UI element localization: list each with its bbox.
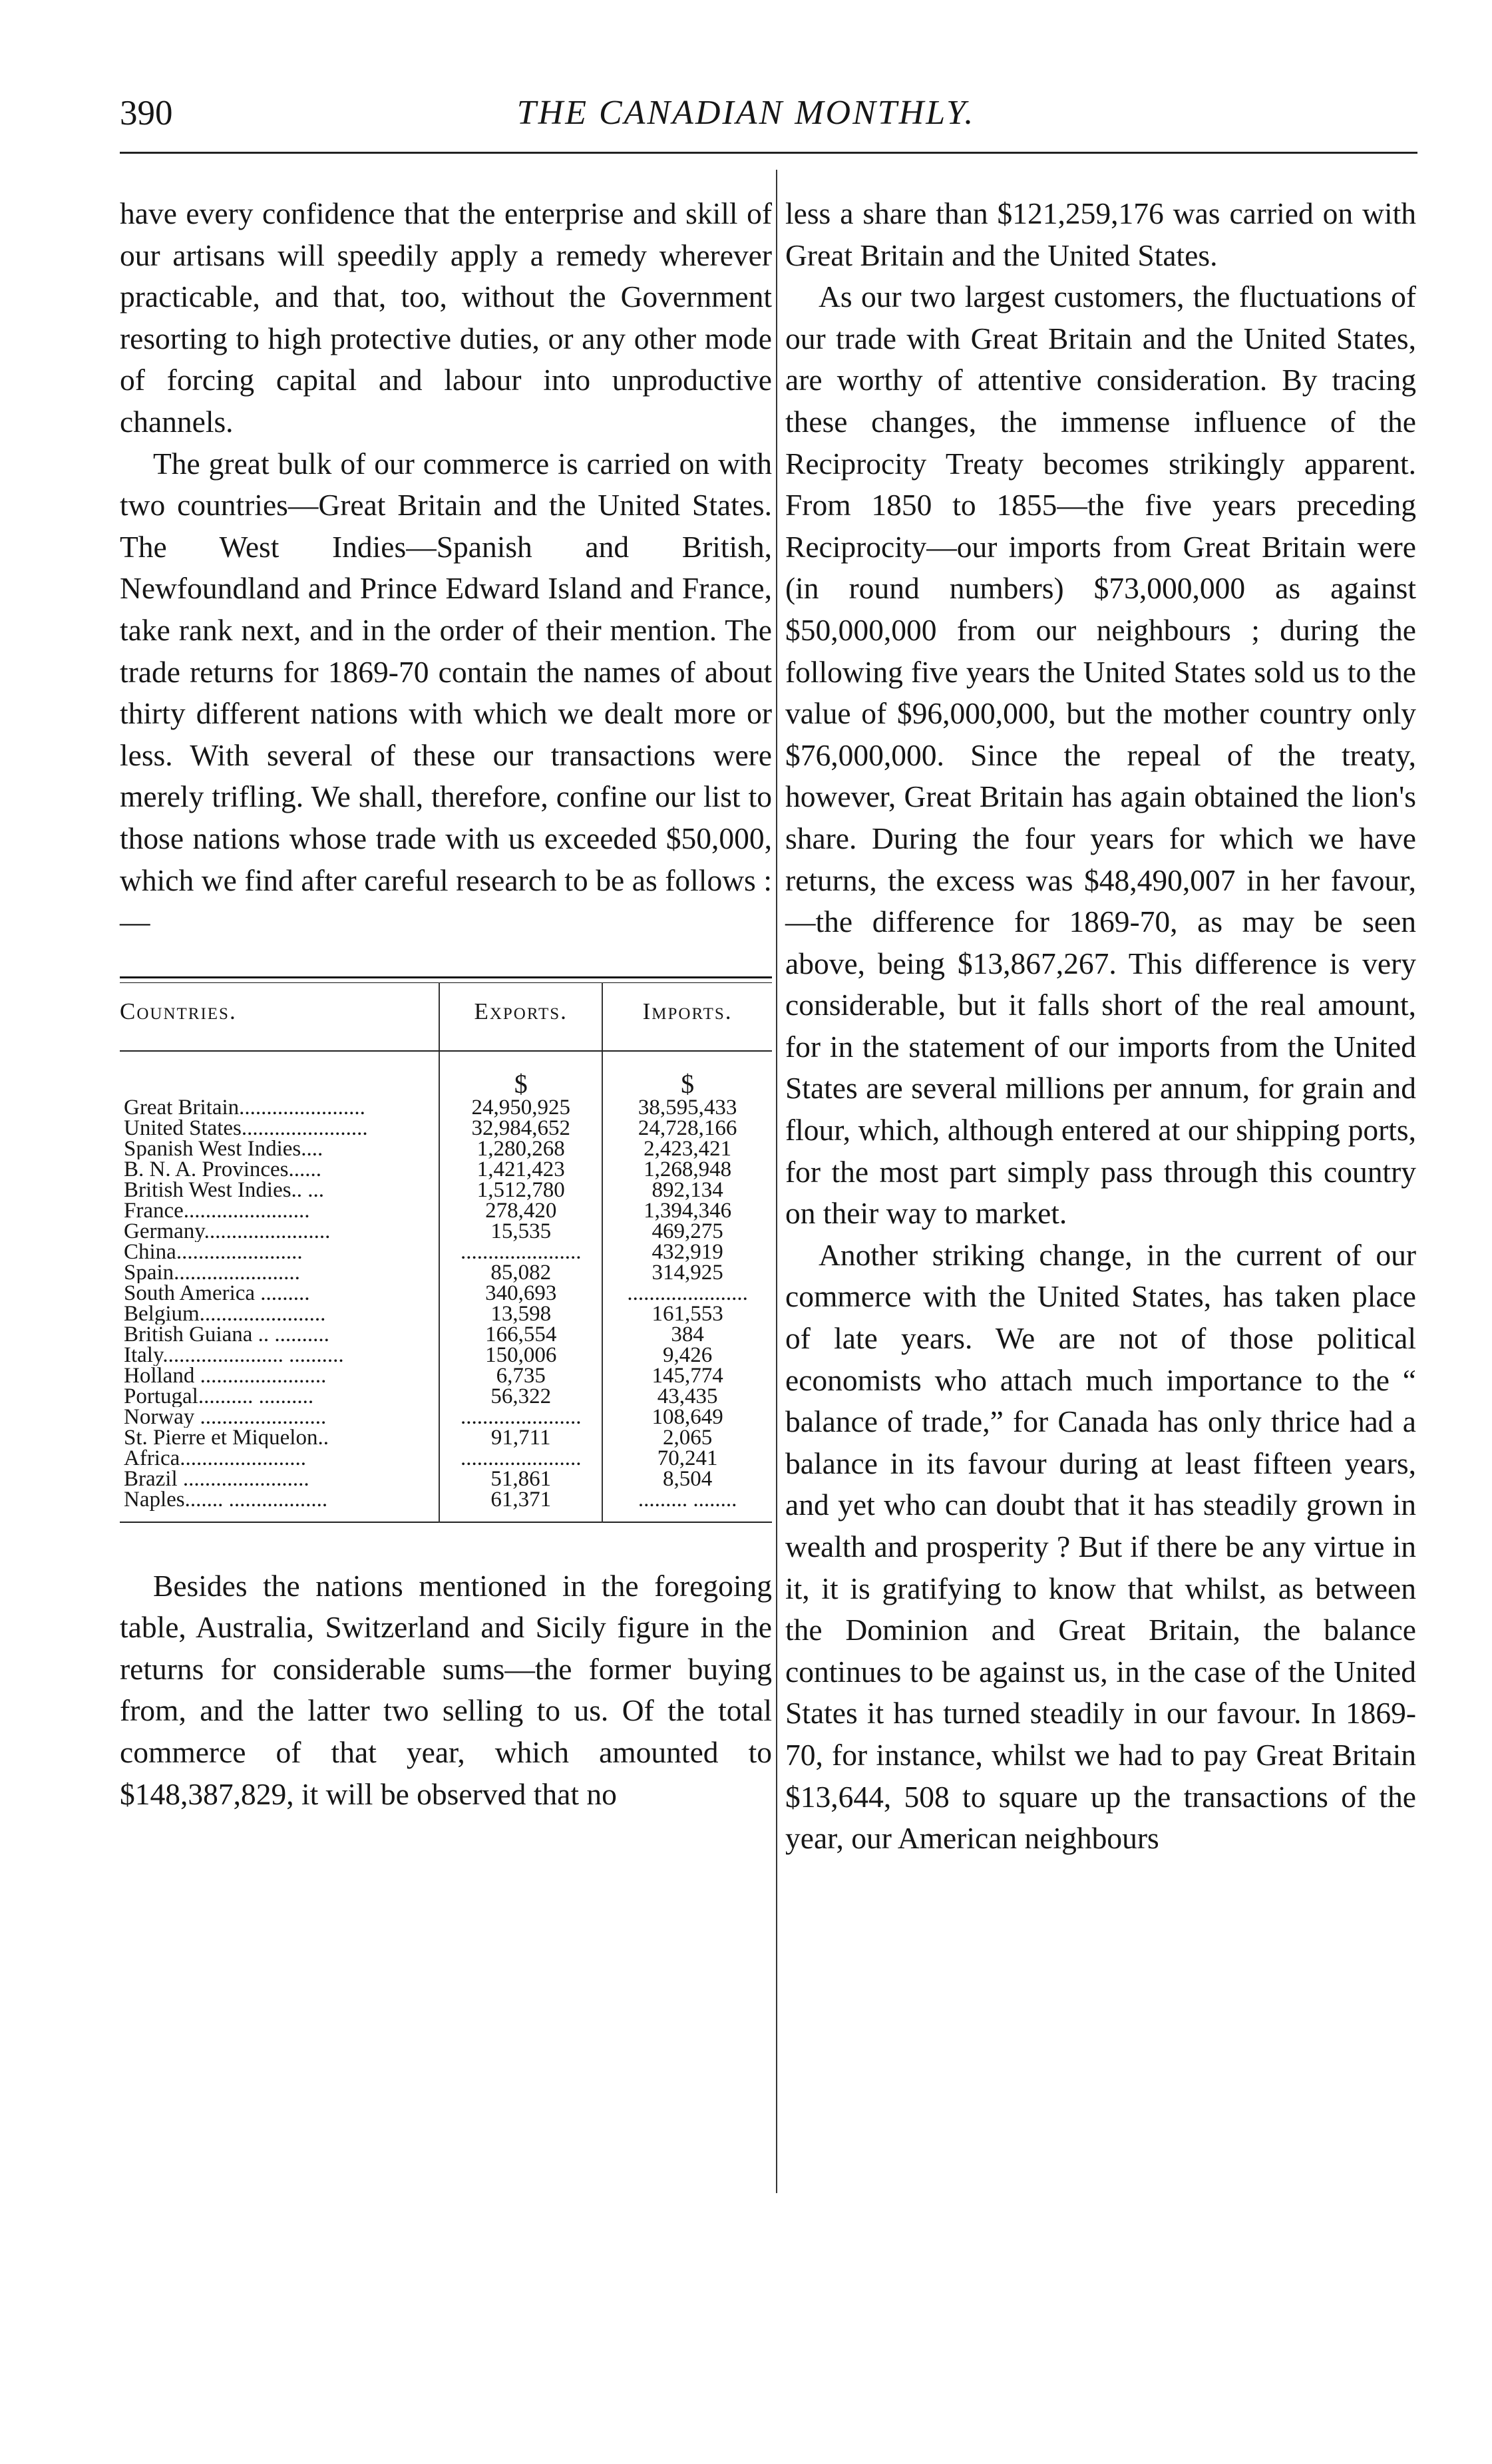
imports-cell: 384	[602, 1325, 772, 1345]
table-row	[120, 1448, 772, 1469]
imports-cell: 24,728,166	[602, 1118, 772, 1139]
country-cell: Norway .......................	[124, 1406, 327, 1428]
header-countries: Countries.	[120, 982, 439, 1051]
country-cell: British West Indies.. ...	[124, 1179, 325, 1201]
table-row	[120, 1159, 772, 1180]
table-row	[120, 1469, 772, 1490]
table-row	[120, 1386, 772, 1407]
table-bottom-rule	[120, 1522, 772, 1526]
imports-cell: 2,423,421	[602, 1139, 772, 1159]
imports-cell: 108,649	[602, 1407, 772, 1428]
imports-cell: 38,595,433	[602, 1098, 772, 1118]
table-header-row	[120, 982, 772, 1051]
imports-cell: 9,426	[602, 1345, 772, 1366]
imports-cell: 70,241	[602, 1448, 772, 1469]
trade-table	[120, 976, 772, 1526]
imports-cell: 2,065	[602, 1428, 772, 1448]
currency-row	[120, 1051, 772, 1098]
country-cell: Spain.......................	[124, 1262, 300, 1283]
table-row	[120, 1325, 772, 1345]
exports-cell: 61,371	[439, 1490, 602, 1522]
paragraph: Another striking change, in the current of our commerce with the United States, has taken place of late years. We are not of those political economists who attach much importance to the “ balance of trade,” for Canada has only thrice had a balance in its favour during at least fifteen years, and yet who can doubt that it has steadily grown in wealth and prosperity ? But if there be any virtue in it, it is gratifying to know that whilst, as between the Dominion and Great Britain, the balance continues to be against us, in the case of the United States it has turned steadily in our favour. In 1869-70, for instance, whilst we had to pay Great Britain $13,644, 508 to square up the transactions of the year, our American neighbours	[785, 1237, 1416, 1856]
country-cell: Portugal.......... ..........	[124, 1386, 314, 1407]
table-row	[120, 1490, 772, 1522]
currency-imports: $	[602, 1051, 772, 1098]
column-divider	[776, 170, 777, 2193]
exports-cell: ......................	[439, 1448, 602, 1469]
table-row	[120, 1366, 772, 1386]
imports-cell: 469,275	[602, 1221, 772, 1242]
imports-cell: 43,435	[602, 1386, 772, 1407]
imports-cell: ......... ........	[602, 1490, 772, 1522]
exports-cell: 15,535	[439, 1221, 602, 1242]
table-row	[120, 1345, 772, 1366]
exports-cell: 56,322	[439, 1386, 602, 1407]
trade-table-wrapper	[120, 976, 772, 1526]
exports-cell: 32,984,652	[439, 1118, 602, 1139]
exports-cell: 91,711	[439, 1428, 602, 1448]
country-cell: St. Pierre et Miquelon..	[124, 1427, 329, 1448]
country-cell: Spanish West Indies....	[124, 1138, 323, 1159]
exports-cell: 85,082	[439, 1263, 602, 1283]
imports-cell: 8,504	[602, 1469, 772, 1490]
header-rule	[120, 152, 1417, 154]
header-imports: Imports.	[602, 982, 772, 1051]
exports-cell: ......................	[439, 1407, 602, 1428]
table-row	[120, 1304, 772, 1325]
exports-cell: 340,693	[439, 1283, 602, 1304]
table-row	[120, 1139, 772, 1159]
exports-cell: 1,280,268	[439, 1139, 602, 1159]
right-column	[785, 193, 1416, 1860]
country-cell: B. N. A. Provinces......	[124, 1159, 321, 1180]
exports-cell: 6,735	[439, 1366, 602, 1386]
page-number: 390	[120, 94, 173, 132]
running-title: THE CANADIAN MONTHLY.	[516, 94, 976, 132]
exports-cell: 1,512,780	[439, 1180, 602, 1201]
imports-cell: ......................	[602, 1283, 772, 1304]
table-row	[120, 1428, 772, 1448]
exports-cell: 1,421,423	[439, 1159, 602, 1180]
exports-cell: 150,006	[439, 1345, 602, 1366]
country-cell: China.......................	[124, 1241, 303, 1263]
table-row	[120, 1283, 772, 1304]
exports-cell: 13,598	[439, 1304, 602, 1325]
table-row	[120, 1242, 772, 1263]
paragraph: have every confidence that the enterprise and skill of our artisans will speedily apply a remedy wherever practicable, and that, too, without the Government resorting to high protective duties, or any other mode of forcing capital and labour into unproductive channels.	[120, 196, 772, 439]
country-cell: Naples....... ..................	[124, 1489, 328, 1512]
table-top-rule	[120, 977, 772, 982]
currency-exports: $	[439, 1051, 602, 1098]
table-row	[120, 1098, 772, 1118]
country-cell: Africa.......................	[124, 1448, 307, 1469]
imports-cell: 314,925	[602, 1263, 772, 1283]
imports-cell: 432,919	[602, 1242, 772, 1263]
paragraph: As our two largest customers, the fluctuations of our trade with Great Britain and the United States, are worthy of attentive consideration. By tracing these changes, the immense influence of the Reciprocity Treaty becomes strikingly apparent. From 1850 to 1855—the five years preceding Reciprocity—our imports from Great Britain were (in round numbers) $73,000,000 as against $50,000,000 from our neighbours ; during the following five years the United States sold us to the value of $96,000,000, but the mother country only $76,000,000. Since the repeal of the treaty, however, Great Britain has again obtained the lion's share. During the four years for which we have returns, the excess was $48,490,007 in her favour,—the difference for 1869-70, as may be seen above, being $13,867,267. This difference is very considerable, but it falls short of the real amount, for in the statement of our imports from the United States are several millions per annum, for grain and flour, which, although entered at our shipping ports, for the most part simply pass through this country on their way to market.	[785, 280, 1416, 1231]
imports-cell: 892,134	[602, 1180, 772, 1201]
country-cell: Italy...................... ..........	[124, 1344, 344, 1366]
country-cell: Germany.......................	[124, 1221, 331, 1242]
header-exports: Exports.	[439, 982, 602, 1051]
table-row	[120, 1180, 772, 1201]
paragraph: Besides the nations mentioned in the foregoing table, Australia, Switzerland and Sicily figure in the returns for considerable sums—the former buying from, and the latter two selling to us. Of the total commerce of that year, which amounted to $148,387,829, it will be observed that no	[120, 1568, 772, 1811]
country-cell: France.......................	[124, 1200, 310, 1221]
country-cell: British Guiana .. ..........	[124, 1324, 329, 1345]
country-cell: South America .........	[124, 1283, 310, 1304]
country-cell: Belgium.......................	[124, 1303, 326, 1325]
exports-cell: 51,861	[439, 1469, 602, 1490]
paragraph: The great bulk of our commerce is carried on with two countries—Great Britain and the United States. The West Indies—Spanish and British, Newfoundland and Prince Edward Island and France, take rank next, and in the order of their mention. The trade returns for 1869-70 contain the names of about thirty different nations with which we dealt more or less. With several of these our transactions were merely trifling. We shall, therefore, confine our list to those nations whose trade with us exceeded $50,000, which we find after careful research to be as follows :—	[120, 446, 772, 939]
left-column	[120, 193, 772, 1815]
imports-cell: 145,774	[602, 1366, 772, 1386]
page-header	[0, 0, 1492, 200]
paragraph: less a share than $121,259,176 was carried on with Great Britain and the United States.	[785, 196, 1416, 272]
table-row	[120, 1221, 772, 1242]
table-row	[120, 1201, 772, 1221]
table-row	[120, 1118, 772, 1139]
imports-cell: 1,394,346	[602, 1201, 772, 1221]
country-cell: United States.......................	[124, 1118, 368, 1139]
exports-cell: 166,554	[439, 1325, 602, 1345]
country-cell: Holland .......................	[124, 1365, 327, 1386]
table-row	[120, 1263, 772, 1283]
country-cell: Brazil .......................	[124, 1468, 309, 1490]
imports-cell: 1,268,948	[602, 1159, 772, 1180]
imports-cell: 161,553	[602, 1304, 772, 1325]
exports-cell: 24,950,925	[439, 1098, 602, 1118]
exports-cell: ......................	[439, 1242, 602, 1263]
country-cell: Great Britain.......................	[124, 1097, 365, 1118]
exports-cell: 278,420	[439, 1201, 602, 1221]
table-row	[120, 1407, 772, 1428]
